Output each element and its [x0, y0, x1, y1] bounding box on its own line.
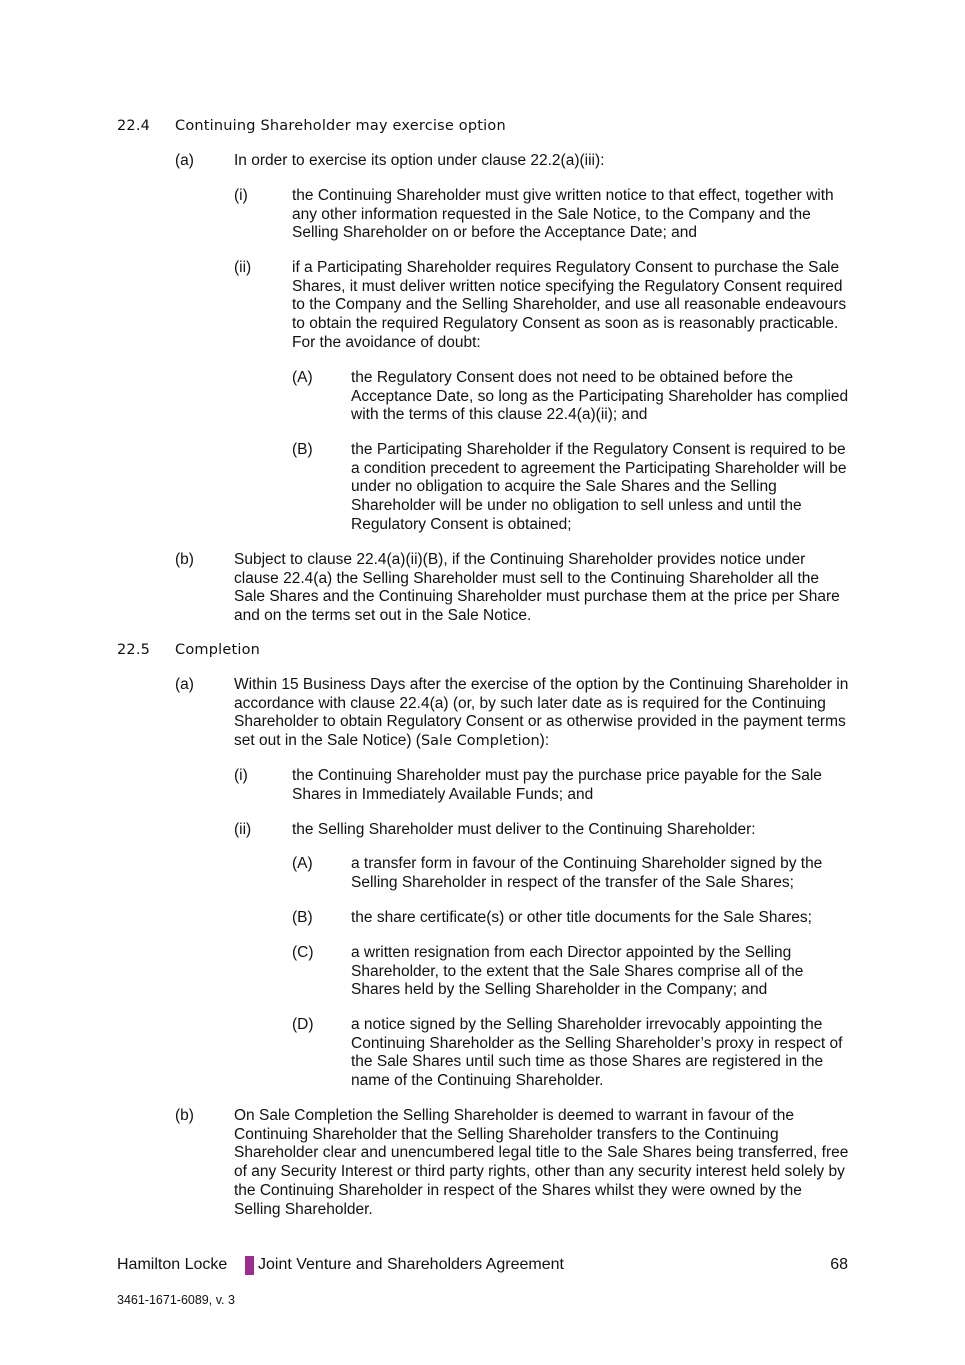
footer-accent-bar: [245, 1256, 254, 1275]
clause-text: the share certificate(s) or other title documents for the Sale Shares;: [351, 909, 812, 926]
clause-text-part: ):: [539, 732, 550, 750]
page-number: 68: [830, 1256, 848, 1273]
clause-text: the Continuing Shareholder must pay the purchase price payable for the Sale Shares in Immediately Available Funds; and: [292, 767, 822, 803]
clause-text: a transfer form in favour of the Continuing Shareholder signed by the Selling Shareholder in respect of the transfer of the Sale Shares;: [351, 855, 823, 891]
clause-text-part: Within 15 Business Days after the exercise of the option by the Continuing Shareholder in accordance with clause 22.4(a) (or, by such later date as is required for the Continuing Shareholder to obtain Regulatory Consent or as otherwise provided in the payment terms set out in the Sale Notice) (: [234, 676, 849, 750]
section-heading-text: Continuing Shareholder may exercise option: [175, 118, 506, 134]
clause-text: a written resignation from each Director appointed by the Selling Shareholder, to the extent that the Sale Shares comprise all of the Shares held by the Selling Shareholder in the Company; and: [351, 944, 804, 999]
footer-document-title: Joint Venture and Shareholders Agreement: [258, 1256, 564, 1273]
clause-label: (i): [234, 767, 248, 784]
defined-term: Sale Completion: [420, 733, 540, 750]
clause-label: (a): [175, 152, 194, 169]
clause-label: (A): [292, 855, 313, 872]
clause-text: [234, 676, 852, 751]
footer-firm-name: Hamilton Locke: [117, 1256, 228, 1273]
clause-label: (C): [292, 944, 314, 961]
clause-text: On Sale Completion the Selling Shareholder is deemed to warrant in favour of the Continuing Shareholder that the Selling Shareholder transfers to the Continuing Shareholder clear and unencumbered legal title to the Sale Shares being transferred, free of any Security Interest or third party rights, other than any security interest held solely by the Continuing Shareholder in respect of the Shares whilst they were owned by the Selling Shareholder.: [234, 1107, 849, 1218]
clause-label: (a): [175, 676, 194, 693]
clause-text: the Continuing Shareholder must give written notice to that effect, together with any other information requested in the Sale Notice, to the Company and the Selling Shareholder on or before the Acceptance Date; and: [292, 187, 834, 242]
section-heading-text: Completion: [175, 642, 261, 658]
clause-label: (b): [175, 551, 194, 568]
clause-label: (ii): [234, 259, 252, 276]
section-number: 22.5: [117, 642, 151, 658]
clause-label: (B): [292, 441, 313, 458]
clause-label: (D): [292, 1016, 314, 1033]
clause-label: (ii): [234, 821, 252, 838]
clause-text: the Regulatory Consent does not need to be obtained before the Acceptance Date, so long as the Participating Shareholder has complied with the terms of this clause 22.4(a)(ii); and: [351, 369, 849, 424]
clause-text: the Selling Shareholder must deliver to the Continuing Shareholder:: [292, 821, 756, 838]
section-number: 22.4: [117, 118, 151, 134]
clause-text: Subject to clause 22.4(a)(ii)(B), if the Continuing Shareholder provides notice under clause 22.4(a) the Selling Shareholder must sell to the Continuing Shareholder all the Sale Shares and the Continuing Shareholder must purchase them at the price per Share and on the terms set out in the Sale Notice.: [234, 551, 840, 625]
clause-text: if a Participating Shareholder requires Regulatory Consent to purchase the Sale Shares, it must deliver written notice specifying the Regulatory Consent required to the Company and the Selling Shareholder, and use all reasonable endeavours to obtain the required Regulatory Consent as soon as is reasonably practicable. For the avoidance of doubt:: [292, 259, 847, 351]
clause-text: a notice signed by the Selling Shareholder irrevocably appointing the Continuing Shareholder as the Selling Shareholder’s proxy in respect of the Sale Shares until such time as those Shares are registered in the name of the Continuing Shareholder.: [351, 1016, 843, 1090]
clause-label: (i): [234, 187, 248, 204]
clause-label: (B): [292, 909, 313, 926]
clause-text: the Participating Shareholder if the Regulatory Consent is required to be a condition precedent to agreement the Participating Shareholder will be under no obligation to acquire the Sale Shares and the Selling Shareholder will be under no obligation to sell unless and until the Regulatory Consent is obtained;: [351, 441, 847, 533]
clause-label: (b): [175, 1107, 194, 1124]
document-id: 3461-1671-6089, v. 3: [117, 1293, 235, 1307]
clause-text: In order to exercise its option under clause 22.2(a)(iii):: [234, 152, 605, 169]
clause-label: (A): [292, 369, 313, 386]
